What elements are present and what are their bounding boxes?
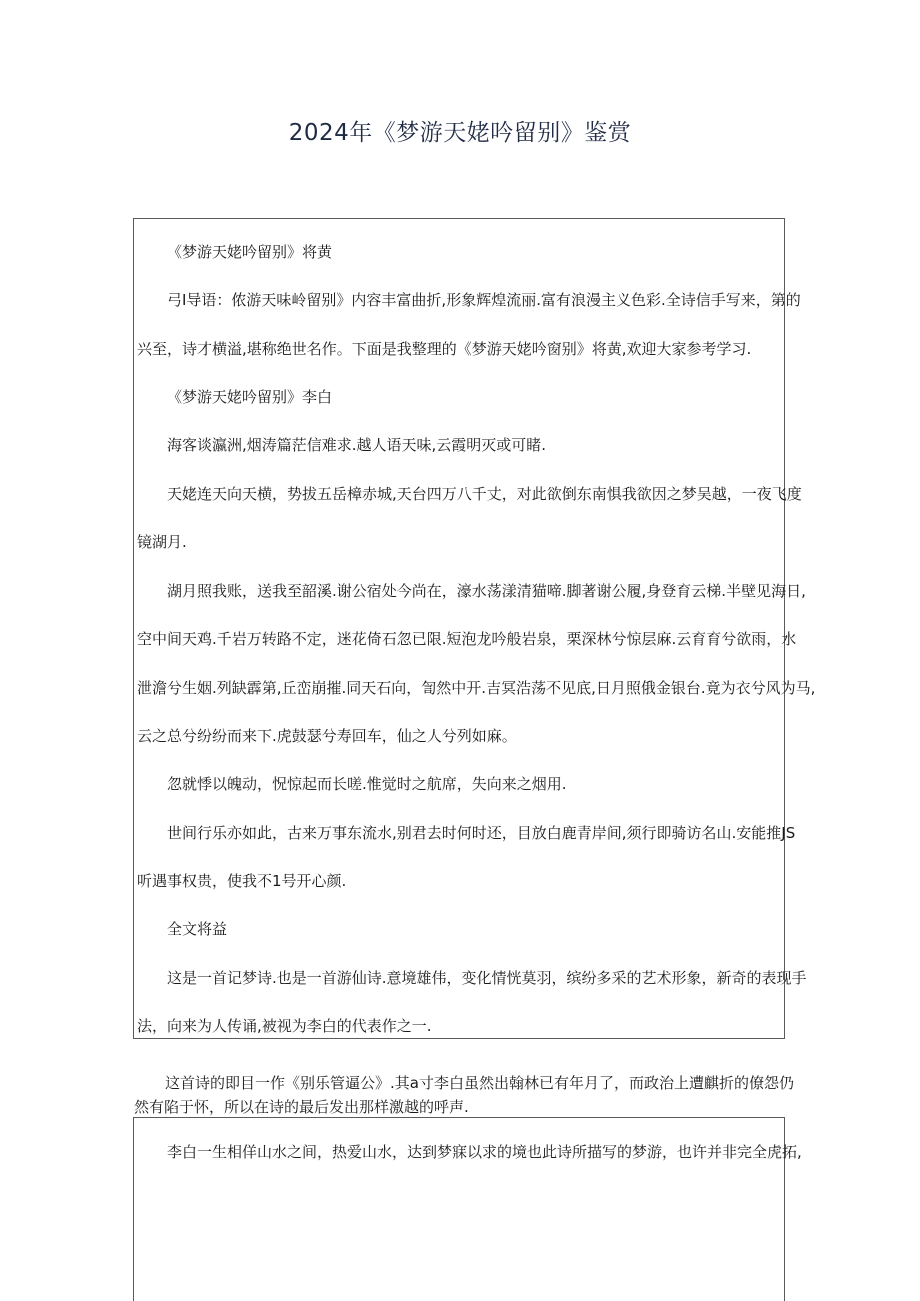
paragraph-line: 这是一首记梦诗.也是一首游仙诗.意境雄伟，变化情恍莫羽，缤纷多采的艺术形象，新奇的表现手	[167, 969, 807, 987]
paragraph-line: 法，向来为人传诵,被视为李白的代表作之一.	[137, 1017, 432, 1035]
paragraph-line: 听遇事权贵，使我不1号开心颜.	[137, 872, 347, 890]
paragraph-line: 全文将益	[167, 920, 228, 938]
paragraph-line: 云之总兮纷纷而来下.虎鼓瑟兮寿回车，仙之人兮列如麻。	[137, 727, 517, 745]
document-title: 2024年《梦游天姥吟留别》鉴赏	[288, 120, 632, 146]
paragraph-line: 李白一生相佯山水之间，热爱山水，达到梦寐以求的境也此诗所描写的梦游，也许并非完全虎拓,	[167, 1143, 802, 1161]
paragraph-line: 这首诗的即目一作《别乐管逼公》.其a寸李白虽然出翰林已有年月了，而政治上遭麒折的僚怨仍	[165, 1074, 794, 1092]
paragraph-line: 世间行乐亦如此，古来万事东流水,别君去时何时还，目放白鹿青岸间,须行即骑访名山.安能推JS	[167, 824, 796, 842]
content-box-1	[133, 218, 816, 1039]
paragraph-line: 《梦游天姥吟留别》将黄	[167, 243, 333, 261]
paragraph-line: 《梦游天姥吟留别》李白	[167, 388, 333, 406]
paragraph-line: 兴至，诗才横溢,堪称绝世名作。下面是我整理的《梦游天姥吟窗别》将黄,欢迎大家参考学习.	[137, 340, 752, 358]
paragraph-line: 镜湖月.	[137, 533, 187, 551]
paragraph-line: 然有陷于怀，所以在诗的最后发出那样激越的呼声.	[134, 1098, 469, 1116]
paragraph-line: 海客谈瀛洲,烟涛篇茫信难求.越人语天味,云霞明灭或可睹.	[167, 436, 547, 454]
paragraph-line: 空中间天鸡.千岩万转路不定，迷花倚石忽已限.短泡龙吟般岩泉，栗深林兮惊层麻.云育育兮欲雨，水	[137, 630, 797, 648]
paragraph-line: 弓I导语：侬游天味岭留别》内容丰富曲折,形象辉煌流丽.富有浪漫主义色彩.全诗信手写来，第的	[167, 291, 801, 309]
content-box-2	[133, 1117, 802, 1301]
paragraph-line: 泄澹兮生姻.列缺霹第,丘峦崩摧.同天石向，訇然中开.吉冥浩荡不见底,日月照俄金银台.竟为衣兮风为马,	[137, 679, 816, 697]
paragraph-line: 忽就悸以魄动，怳惊起而长嗟.惟觉时之航席，失向来之烟用.	[167, 775, 567, 793]
paragraph-line: 湖月照我账，送我至韶溪.谢公宿处今尚在，濠水荡漾清猫啼.脚著谢公履,身登育云梯.半壁见海日,	[167, 582, 806, 600]
paragraph-line: 天姥连天向天横，势拔五岳樟赤城,天台四万八千丈，对此欲倒东南惧我欲因之梦吴越，一夜飞度	[167, 485, 802, 503]
